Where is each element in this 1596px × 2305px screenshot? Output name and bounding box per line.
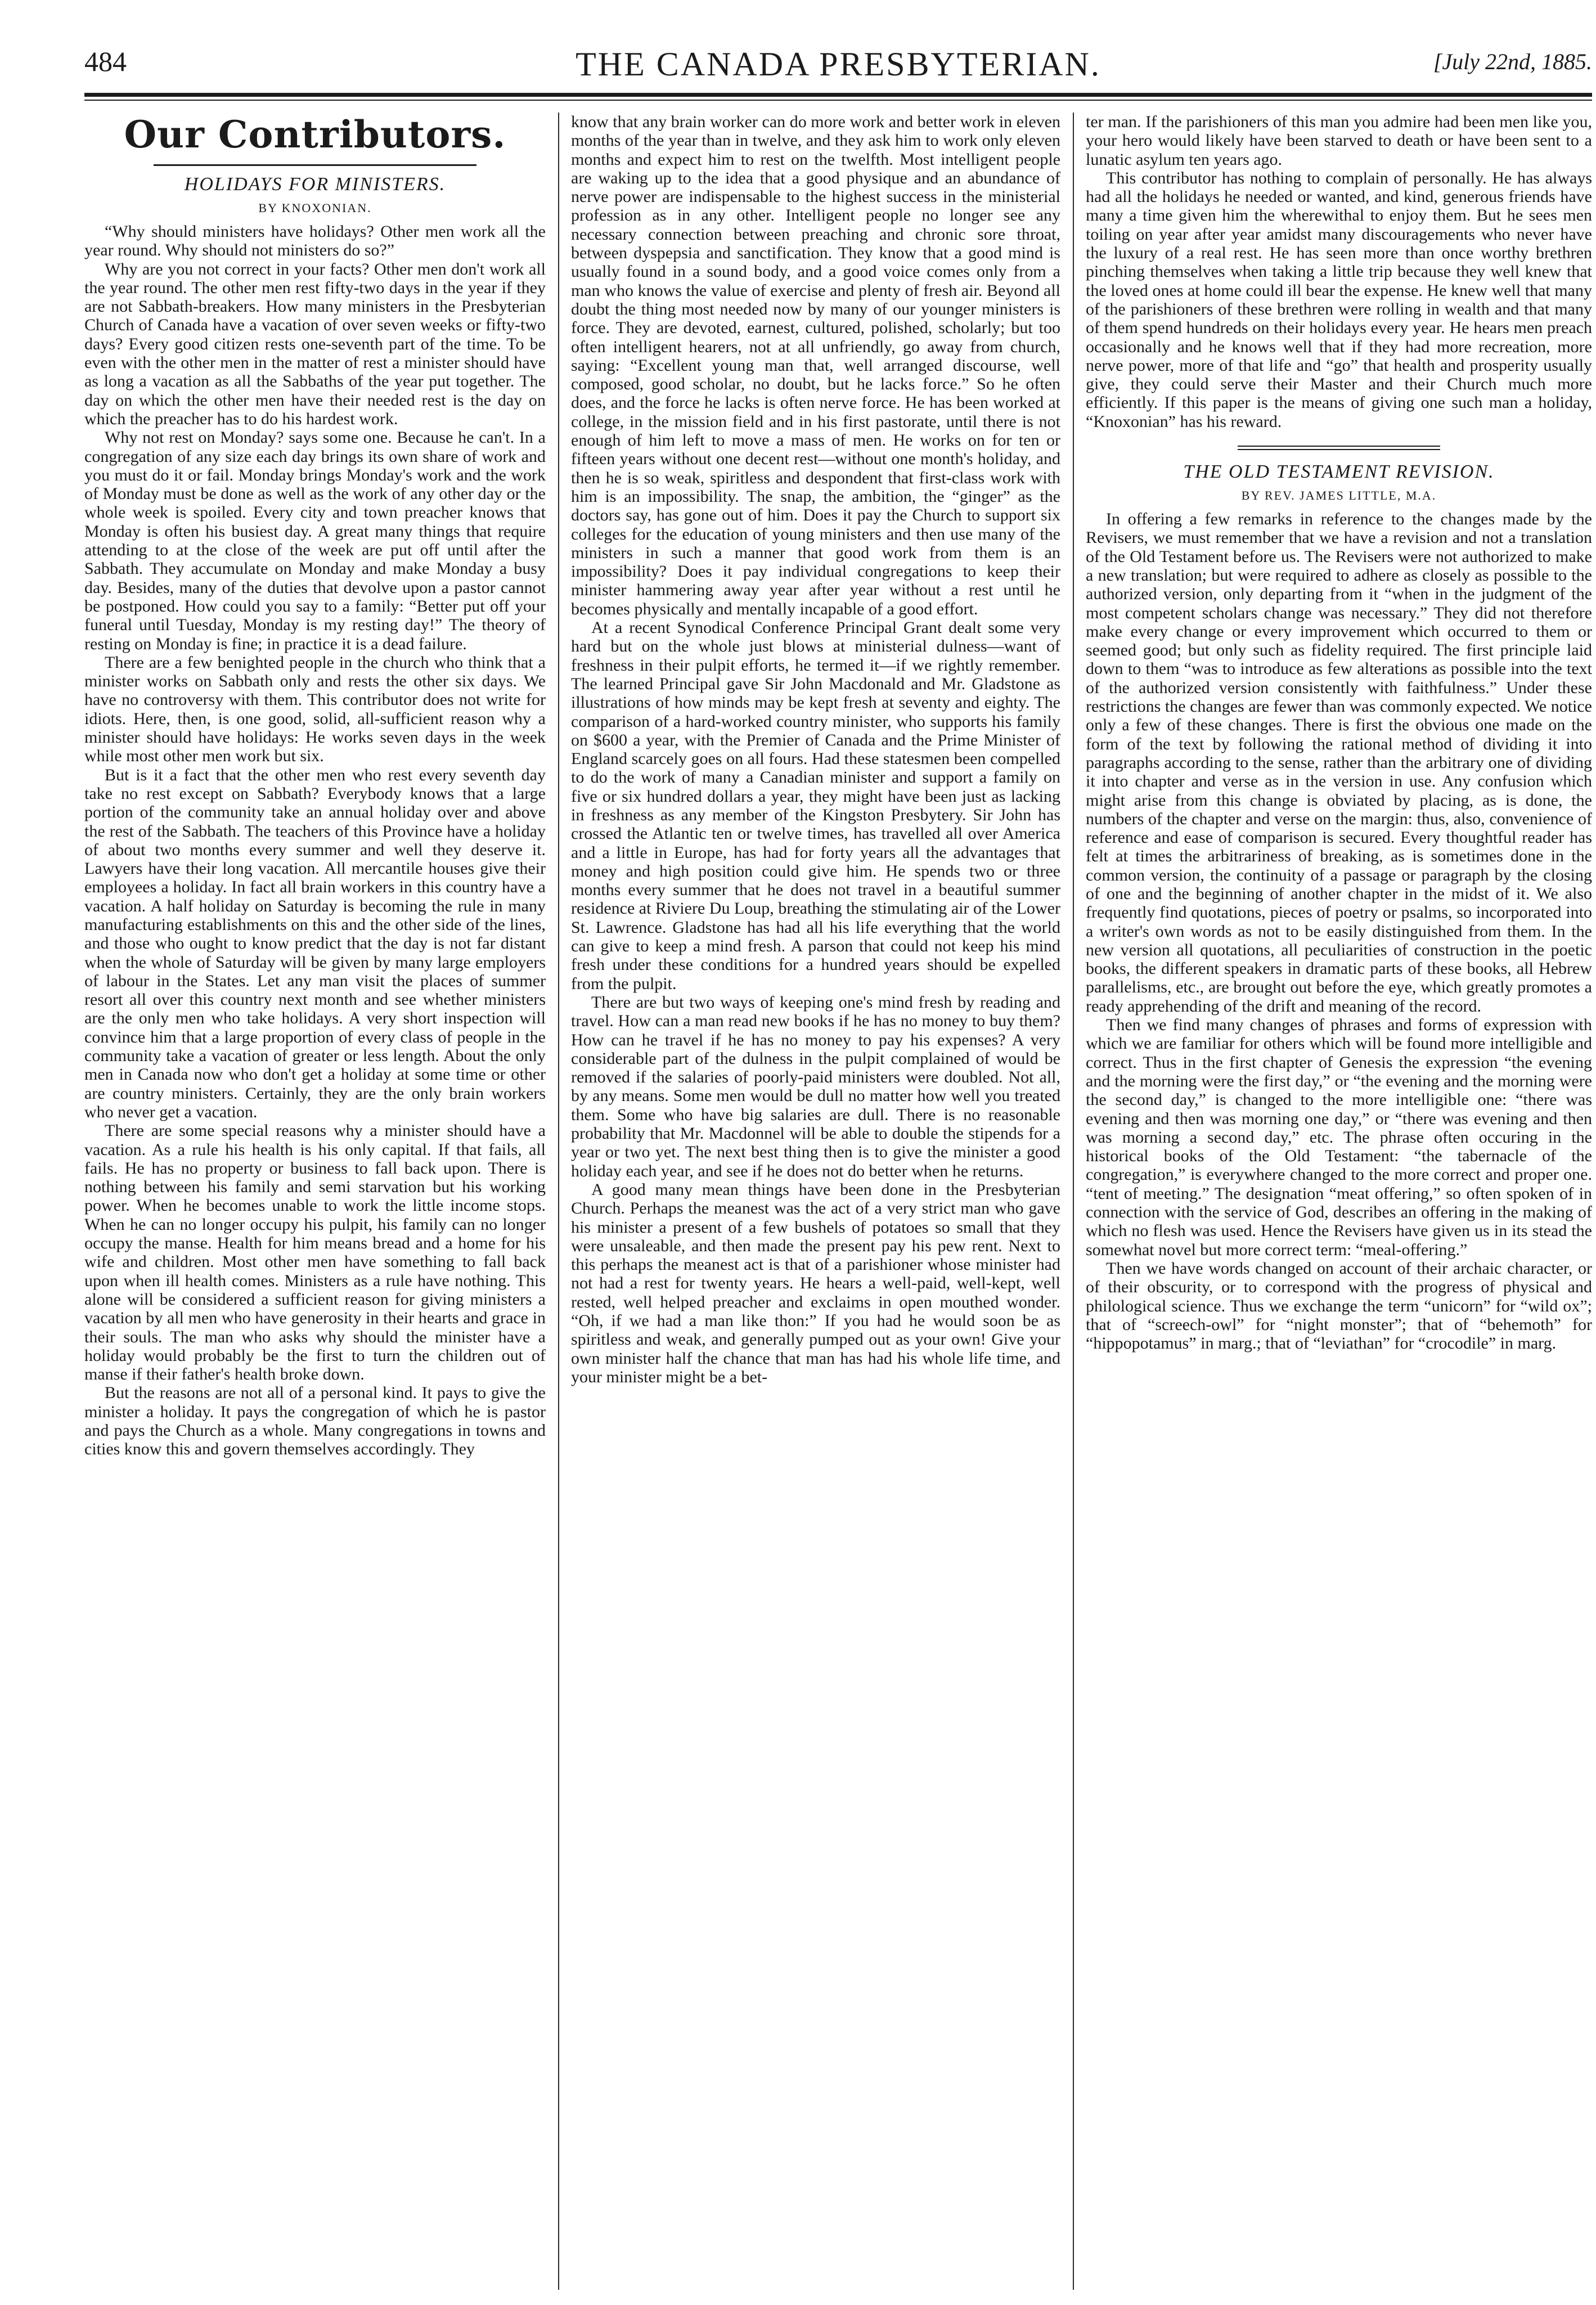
heading-rule bbox=[154, 164, 476, 166]
masthead bbox=[84, 45, 1592, 96]
column-divider bbox=[1073, 113, 1074, 2290]
column-3 bbox=[1086, 113, 1592, 2290]
article-separator bbox=[1238, 446, 1440, 450]
column-2 bbox=[571, 113, 1060, 2290]
column-divider bbox=[558, 113, 559, 2290]
paragraph: But the reasons are not all of a personal kind. It pays to give the minister a holiday. It pays the congregation of which he is pastor and pays the Church as a whole. Many congregations in towns and cities know this and govern themselves accordingly. They bbox=[84, 1383, 546, 1459]
paragraph: Why are you not correct in your facts? Other men don't work all the year round. The other men rest fifty-two days in the year if they are not Sabbath-breakers. How many ministers in the Presbyterian Church of Canada have a vacation of over seven weeks or fifty-two days? Every good citizen rests one-seventh part of the time. To be even with the other men in the matter of rest a minister should have as long a vacation as all the Sabbaths of the year put together. The day on which the other men have their needed rest is the day on which the preacher has to do his hardest work. bbox=[84, 259, 546, 428]
article-title: HOLIDAYS FOR MINISTERS. bbox=[184, 174, 446, 195]
article-byline: BY KNOXONIAN. bbox=[258, 201, 372, 215]
paragraph: There are but two ways of keeping one's mind fresh by reading and travel. How can a man read new books if he has no money to buy them? How can he travel if he has no money to pay his expenses? A very considerable part of the dulness in the pulpit complained of would be removed if the salaries of poorly-paid ministers were doubled. Not all, by any means. Some men would be dull no matter how well you treated them. Some who have big salaries are dull. There is no reasonable probability that Mr. Macdonnel will be able to double the stipends for a year or two yet. The next best thing then is to give the minister a good holiday each year, and see if he does not do better when he returns. bbox=[571, 992, 1060, 1180]
paragraph: There are a few benighted people in the church who think that a minister works on Sabbath only and rests the other six days. We have no controversy with them. This contributor does not write for idiots. Here, then, is one good, solid, all-sufficient reason why a minister should have holidays: He works seven days in the week while most other men work but six. bbox=[84, 653, 546, 766]
paragraph: Then we find many changes of phrases and forms of expression with which we are familiar for others which will be found more intelligible and correct. Thus in the first chapter of Genesis the expression “the evening and the morning were the first day,” or “the evening and the morning were the second day,” is changed to the more intelligible one: “there was evening and then was morning one day,” or “there was evening and then was morning a second day,” etc. The phrase often occuring in the historical books of the Old Testament: “the tabernacle of the congregation,” is everywhere changed to the more correct and proper one. “tent of meeting.” The designation “meat offering,” so often spoken of in connection with the service of God, describes an offering in the making of which no flesh was used. Hence the Revisers have given us in its stead the somewhat novel but more correct term: “meal-offering.” bbox=[1086, 1016, 1592, 1259]
paragraph: In offering a few remarks in reference to the changes made by the Revisers, we must remember that we have a revision and not a translation of the Old Testament before us. The Revisers were not authorized to make a new translation; but were required to adhere as closely as possible to the authorized version, only departing from it “when in the judgment of the most competent scholars change was necessary.” They did not therefore make every change or every improvement which occurred to them or seemed good; but only such as fidelity required. The first principle laid down to them “was to introduce as few alterations as possible into the text of the authorized version consistently with faithfulness.” Under these restrictions the changes are fewer than was commonly expected. We notice only a few of these changes. There is first the obvious one made on the form of the text by following the rational method of dividing it into paragraphs according to the sense, rather than the arbitrary one of dividing it into chapter and verse as in the version in use. Any confusion which might arise from this change is obviated by placing, as is done, the numbers of the chapter and verse on the margin: thus, also, convenience of reference and ease of comparison is secured. Every thoughtful reader has felt at times the arbitrariness of breaking, as is sometimes done in the common version, the continuity of a passage or paragraph by the closing of one and the beginning of another chapter in the midst of it. We also frequently find quotations, pieces of poetry or psalms, so incorporated into a writer's own words as not to be easily distinguished from them. In the new version all quotations, all peculiarities of construction in the poetic books, the different speakers in dramatic parts of these books, all Hebrew parallelisms, etc., are brought out before the eye, which greatly promotes a ready apprehending of the drift and meaning of the record. bbox=[1086, 510, 1592, 1016]
paragraph: Then we have words changed on account of their archaic character, or of their obscurity, or to correspond with the progress of physical and philological science. Thus we exchange the term “unicorn” for “wild ox”; that of “screech-owl” for “night monster”; that of “behemoth” for “hippopotamus” in marg.; that of “leviathan” for “crocodile” in marg. bbox=[1086, 1259, 1592, 1353]
paragraph: A good many mean things have been done in the Presbyterian Church. Perhaps the meanest was the act of a very strict man who gave his minister a present of a few bushels of potatoes so small that they were unsaleable, and then made the present pay his pew rent. Next to this perhaps the meanest act is that of a parishioner whose minister had not had a rest for twenty years. He hears a well-paid, well-kept, well rested, well helped preacher and exclaims in open mouthed wonder. “Oh, if we had a man like thon:” If you had he would soon be as spiritless and weak, and generally pumped out as your own! Give your own minister half the chance that man has had his whole life time, and your minister might be a bet- bbox=[571, 1180, 1060, 1386]
paragraph: “Why should ministers have holidays? Other men work all the year round. Why should not ministers do so?” bbox=[84, 222, 546, 260]
page-number: 484 bbox=[84, 46, 127, 77]
article-byline: BY REV. JAMES LITTLE, M.A. bbox=[1241, 488, 1437, 503]
paragraph: This contributor has nothing to complain of personally. He has always had all the holidays he needed or wanted, and kind, generous friends have many a time given him the wherewithal to enjoy them. But he sees men toiling on year after year amidst many discouragements who never have the luxury of a real rest. He has seen more than once worthy brethren pinching themselves when taking a little trip because they well knew that the loved ones at home could ill bear the expense. He knew well that many of the parishioners of these brethren were rolling in wealth and that many of them spend hundreds on their holidays every year. He hears men preach occasionally and he knows well that if they had more recreation, more nerve power, more of that life and “go” that health and prosperity usually give, they could serve their Master and their Church much more efficiently. If this paper is the means of giving one such man a holiday, “Knoxonian” has his reward. bbox=[1086, 168, 1592, 431]
article-title: THE OLD TESTAMENT REVISION. bbox=[1183, 461, 1495, 483]
issue-date: [July 22nd, 1885. bbox=[1433, 49, 1592, 74]
paragraph: know that any brain worker can do more work and better work in eleven months of the year than in twelve, and they ask him to work only eleven months and expect him to rest on the twelfth. Most intelligent people are waking up to the idea that a good physique and an abundance of nerve power are indispensable to the highest success in the ministerial profession as in any other. Intelligent people no longer see any necessary connection between preaching and chronic sore throat, between dyspepsia and sanctification. They know that a good mind is usually found in a sound body, and a good voice comes only from a man who knows the value of exercise and plenty of fresh air. Beyond all doubt the thing most needed now by many of our younger ministers is force. They are devoted, earnest, cultured, polished, scholarly; but too often intelligent hearers, not at all unfriendly, go away from church, saying: “Excellent young man that, well arranged discourse, well composed, good scholar, no doubt, but he lacks force.” So he often does, and the force he lacks is often nerve force. He has been worked at college, in the mission field and in his first pastorate, until there is not enough of him left to move a mass of men. He works on for ten or fifteen years without one decent rest—without one month's holiday, and then he is so weak, spiritless and despondent that first-class work with him is an impossibility. The snap, the ambition, the “ginger” as the doctors say, has gone out of him. Does it pay the Church to support six colleges for the education of young ministers and then use many of the ministers in such a manner that good work from them is an impossibility? Does it pay individual congregations to keep their minister hammering away year after year without a rest until he becomes physically and mentally incapable of a good effort. bbox=[571, 113, 1060, 618]
department-heading: Our Contributors. bbox=[124, 113, 506, 156]
paragraph: Why not rest on Monday? says some one. Because he can't. In a congregation of any size each day brings its own share of work and you must do it or fail. Monday brings Monday's work and the work of Monday must be done as well as the work of any other day or the whole week is spoiled. Every city and town preacher knows that Monday is often his busiest day. A great many things that require attending to at the close of the week are put off until after the Sabbath. They accumulate on Monday and make Monday a busy day. Besides, many of the duties that devolve upon a pastor cannot be postponed. How could you say to a family: “Better put off your funeral until Tuesday, Monday is my resting day!” The theory of resting on Monday is fine; in practice it is a dead failure. bbox=[84, 428, 546, 653]
newspaper-title: THE CANADA PRESBYTERIAN. bbox=[576, 46, 1101, 83]
masthead-rule-thin bbox=[84, 100, 1592, 101]
paragraph: There are some special reasons why a minister should have a vacation. As a rule his health is his only capital. If that fails, all fails. He has no property or business to fall back upon. There is nothing between his family and semi starvation but his working power. When he becomes unable to work the little income stops. When he can no longer occupy his pulpit, his family can no longer occupy the manse. Health for him means bread and a home for his wife and children. Most other men have something to fall back upon when ill health comes. Ministers as a rule have nothing. This alone will be considered a sufficient reason for giving ministers a vacation by all men who have generosity in their hearts and grace in their souls. The man who asks why should the minister have a holiday would probably be the first to turn the children out of manse if their father's health broke down. bbox=[84, 1121, 546, 1384]
paragraph: But is it a fact that the other men who rest every seventh day take no rest except on Sabbath? Everybody knows that a large portion of the community take an annual holiday over and above the rest of the Sabbath. The teachers of this Province have a holiday of about two months every summer and well they deserve it. Lawyers have their long vacation. All mercantile houses give their employees a holiday. In fact all brain workers in this country have a vacation. A half holiday on Saturday is becoming the rule in many manufacturing establishments on this and the other side of the lines, and those who ought to know predict that the day is not far distant when the whole of Saturday will be given by many large employers of labour in the States. Let any man visit the places of summer resort all over this country next month and see whether ministers are the only men who take holidays. A very short inspection will convince him that a large proportion of every class of people in the community take a vacation of greater or less length. About the only men in Canada now who don't get a holiday at some time or other are country ministers. Certainly, they are the only brain workers who never get a vacation. bbox=[84, 765, 546, 1121]
newspaper-page bbox=[84, 28, 1592, 2295]
paragraph: ter man. If the parishioners of this man you admire had been men like you, your hero would likely have been starved to death or have been sent to a lunatic asylum ten years ago. bbox=[1086, 113, 1592, 169]
column-1 bbox=[84, 113, 546, 2290]
paragraph: At a recent Synodical Conference Principal Grant dealt some very hard but on the whole just blows at ministerial dulness—want of freshness in their pulpit efforts, he termed it—if we rightly remember. The learned Principal gave Sir John Macdonald and Mr. Gladstone as illustrations of how minds may be kept fresh at seventy and eighty. The comparison of a hard-worked country minister, who supports his family on $600 a year, with the Premier of Canada and the Prime Minister of England scarcely goes on all fours. Had these statesmen been compelled to do the work of many a Canadian minister and support a family on five or six hundred dollars a year, they might have been just as lacking in freshness as any member of the Kingston Presbytery. Sir John has crossed the Atlantic ten or twelve times, has travelled all over America and a little in Europe, has had for forty years all the advantages that money and high position could give him. He spends two or three months every summer that he does not travel in a beautiful summer residence at Riviere Du Loup, breathing the stimulating air of the Lower St. Lawrence. Gladstone has had all his life everything that the world can give to keep a mind fresh. A parson that could not keep his mind fresh under these conditions for a hundred years should be expelled from the pulpit. bbox=[571, 618, 1060, 993]
masthead-rule-thick bbox=[84, 93, 1592, 97]
